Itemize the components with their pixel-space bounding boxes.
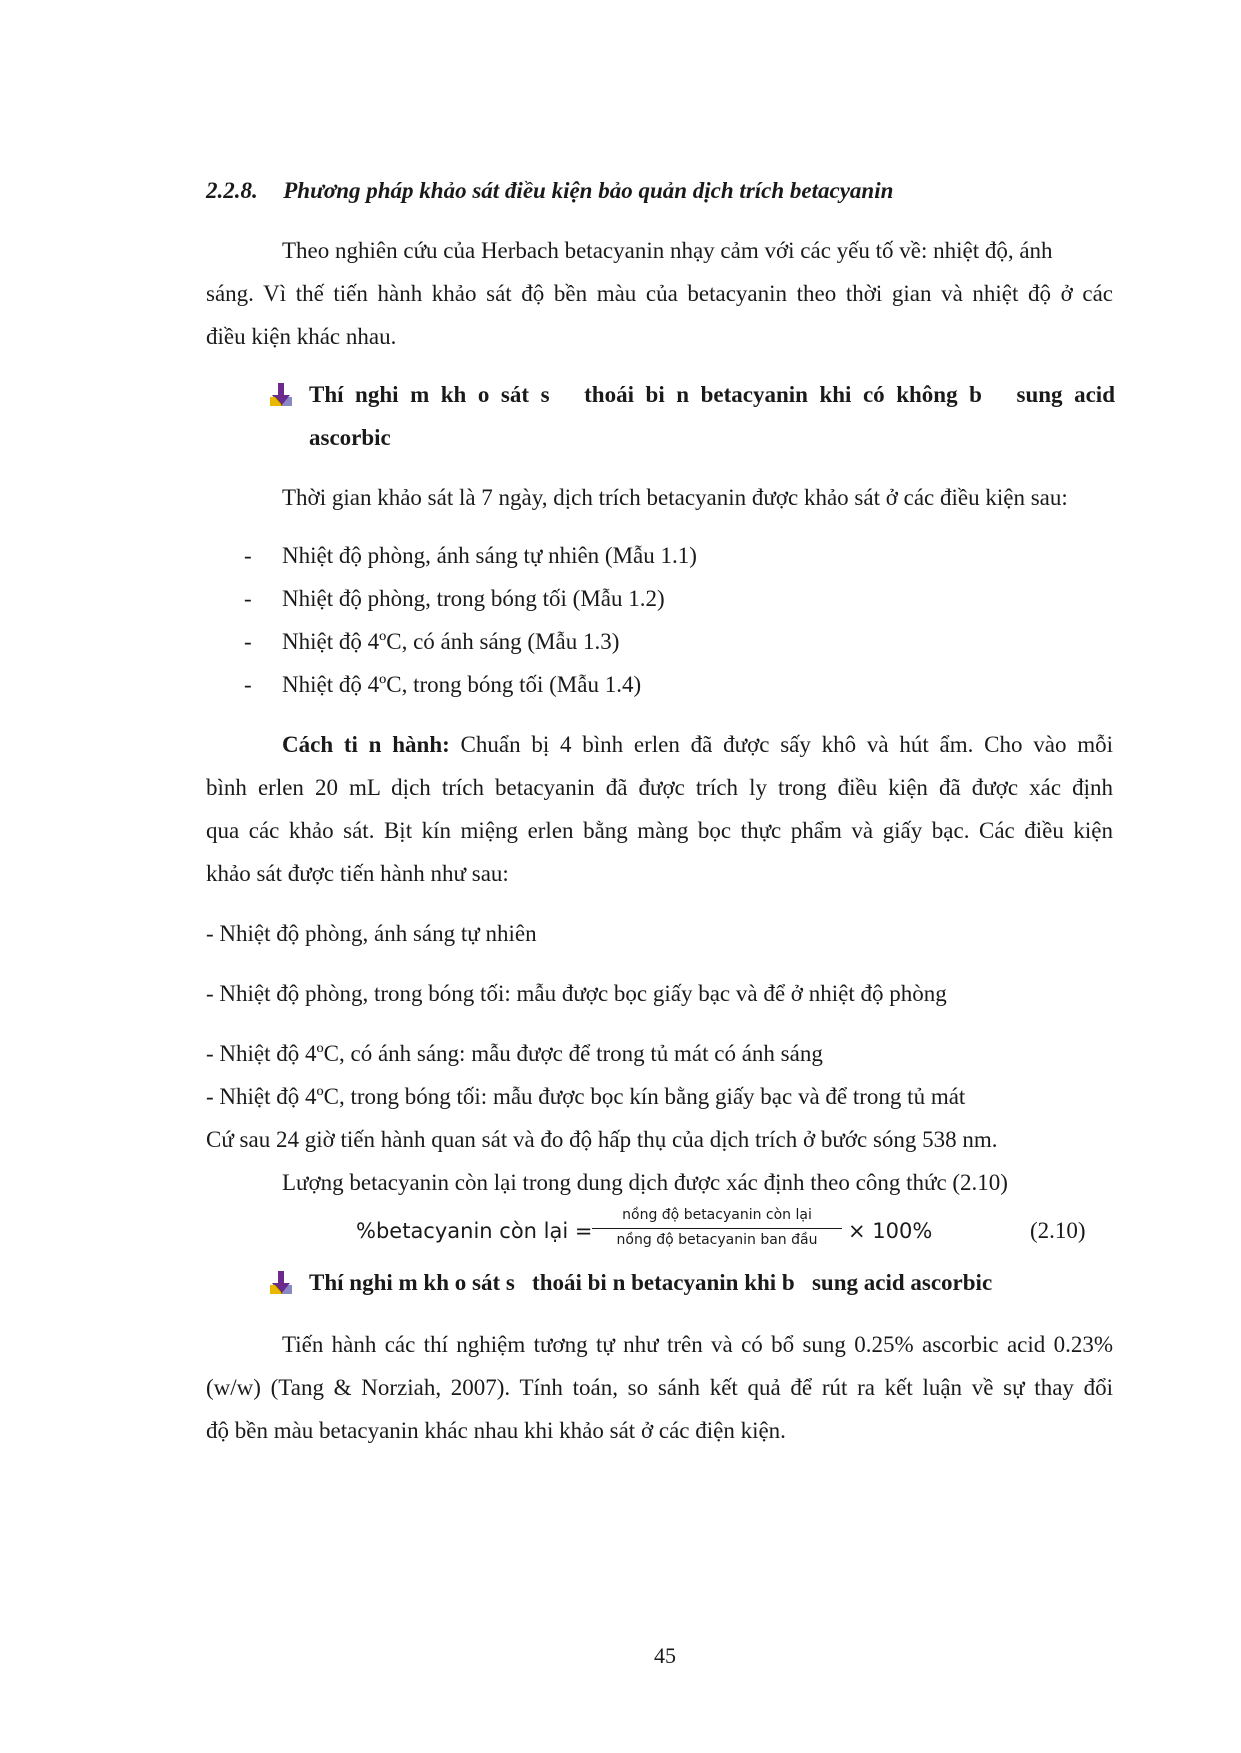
arrow-down-icon: [270, 1271, 292, 1295]
formula-numerator: nồng độ betacyanin còn lại: [622, 1207, 812, 1223]
list-bullet: -: [244, 672, 252, 697]
intro-line-2: sáng. Vì thế tiến hành khảo sát độ bền màu của betacyanin theo thời gian và nhiệt độ ở các: [206, 281, 1113, 306]
experiment2-line-3: độ bền màu betacyanin khác nhau khi khảo sát ở các điện kiện.: [206, 1418, 786, 1443]
measurement-text: Cứ sau 24 giờ tiến hành quan sát và đo độ hấp thụ của dịch trích ở bước sóng 538 nm.: [206, 1127, 998, 1152]
formula-lhs: %betacyanin còn lại =: [356, 1219, 593, 1243]
intro-line-3: điều kiện khác nhau.: [206, 324, 397, 349]
procedure-line-1-text: Chuẩn bị 4 bình erlen đã được sấy khô và hút ẩm. Cho vào mỗi: [449, 732, 1114, 757]
list-item: Nhiệt độ 4ºC, trong bóng tối (Mẫu 1.4): [282, 672, 642, 697]
list-item: Nhiệt độ phòng, ánh sáng tự nhiên (Mẫu 1.1): [282, 543, 697, 568]
experiment2-line-2: (w/w) (Tang & Norziah, 2007). Tính toán, so sánh kết quả để rút ra kết luận về sự thay đổi: [206, 1375, 1113, 1400]
condition-item: - Nhiệt độ 4ºC, có ánh sáng: mẫu được để trong tủ mát có ánh sáng: [206, 1041, 823, 1066]
procedure-line-4: khảo sát được tiến hành như sau:: [206, 861, 509, 886]
list-item: Nhiệt độ phòng, trong bóng tối (Mẫu 1.2): [282, 586, 665, 611]
procedure-line-3: qua các khảo sát. Bịt kín miệng erlen bằng màng bọc thực phẩm và giấy bạc. Các điều kiện: [206, 818, 1113, 843]
experiment2-line-1: Tiến hành các thí nghiệm tương tự như trên và có bổ sung 0.25% ascorbic acid 0.23%: [282, 1332, 1113, 1357]
experiment1-title-line-1: Thí nghi m kh o sát s thoái bi n betacyanin khi có không b sung acid: [309, 382, 1115, 407]
section-number: 2.2.8.: [206, 178, 258, 203]
experiment1-duration: Thời gian khảo sát là 7 ngày, dịch trích betacyanin được khảo sát ở các điều kiện sau:: [282, 485, 1068, 510]
condition-item: - Nhiệt độ phòng, ánh sáng tự nhiên: [206, 921, 537, 946]
fraction-bar: [592, 1228, 842, 1229]
condition-item: - Nhiệt độ phòng, trong bóng tối: mẫu được bọc giấy bạc và để ở nhiệt độ phòng: [206, 981, 947, 1006]
list-bullet: -: [244, 543, 252, 568]
arrow-down-icon: [270, 383, 292, 407]
list-item: Nhiệt độ 4ºC, có ánh sáng (Mẫu 1.3): [282, 629, 620, 654]
intro-line-1: Theo nghiên cứu của Herbach betacyanin nhạy cảm với các yếu tố về: nhiệt độ, ánh: [282, 238, 1053, 263]
list-bullet: -: [244, 586, 252, 611]
procedure-label: Cách ti n hành:: [282, 732, 450, 757]
formula-intro: Lượng betacyanin còn lại trong dung dịch được xác định theo công thức (2.10): [282, 1170, 1008, 1195]
formula-rhs: × 100%: [848, 1219, 933, 1243]
section-heading: [206, 176, 893, 206]
experiment1-title-line-2: ascorbic: [309, 425, 391, 450]
procedure-line-1: [282, 730, 1113, 760]
procedure-line-2: bình erlen 20 mL dịch trích betacyanin đã được trích ly trong điều kiện đã được xác định: [206, 775, 1113, 800]
formula-number: (2.10): [1030, 1218, 1086, 1243]
list-bullet: -: [244, 629, 252, 654]
page-number: 45: [654, 1643, 676, 1668]
experiment2-title: Thí nghi m kh o sát s thoái bi n betacyanin khi b sung acid ascorbic: [309, 1270, 993, 1295]
condition-item: - Nhiệt độ 4ºC, trong bóng tối: mẫu được bọc kín bằng giấy bạc và để trong tủ mát: [206, 1084, 966, 1109]
formula-denominator: nồng độ betacyanin ban đầu: [616, 1232, 818, 1248]
section-title: Phương pháp khảo sát điều kiện bảo quản dịch trích betacyanin: [283, 178, 894, 203]
